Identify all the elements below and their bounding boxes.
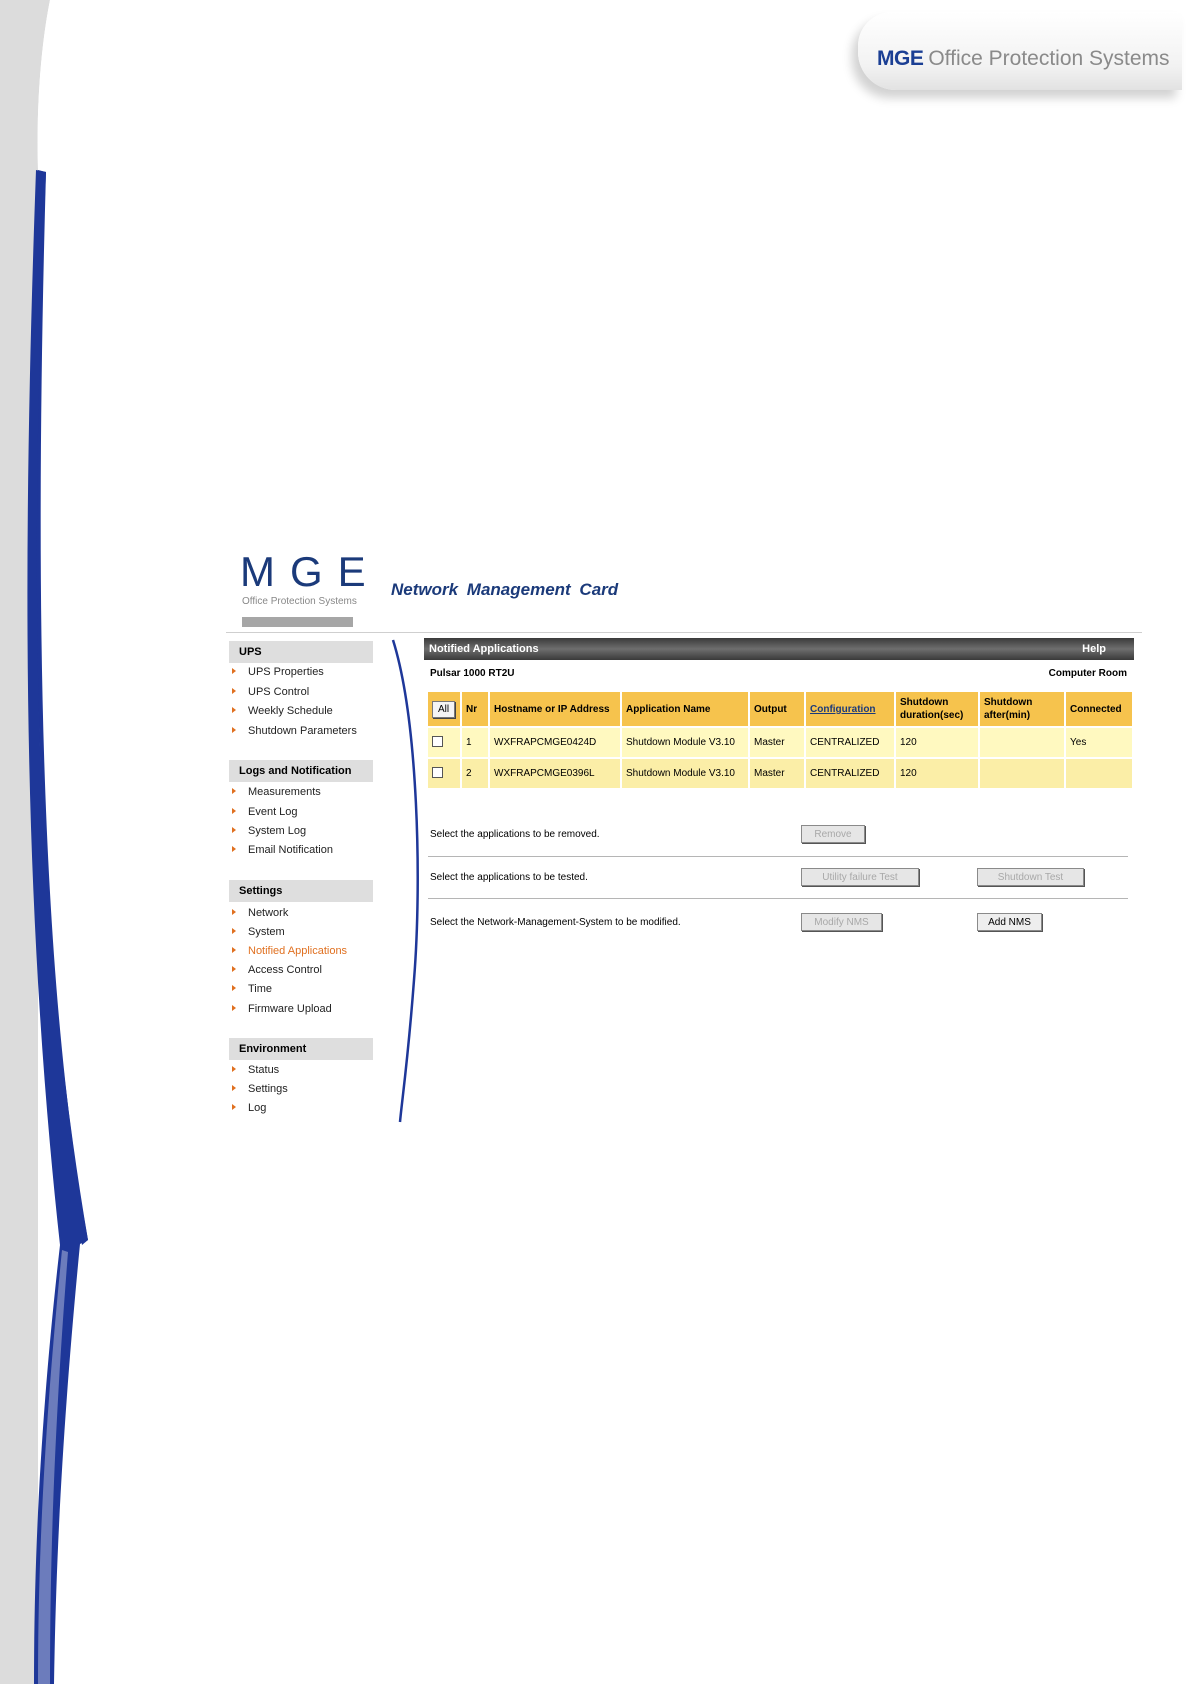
brand-logo: MGE Office Protection Systems	[877, 47, 1170, 70]
sidebar-item-measurements[interactable]: Measurements	[232, 784, 321, 800]
col-nr: Nr	[462, 692, 488, 726]
bullet-icon	[232, 707, 236, 713]
add-nms-button[interactable]: Add NMS	[977, 913, 1042, 931]
sidebar-heading-logs: Logs and Notification	[229, 760, 373, 782]
sidebar-heading-settings: Settings	[229, 880, 373, 902]
remove-button[interactable]: Remove	[801, 825, 865, 843]
sidebar-item-email-notification[interactable]: Email Notification	[232, 842, 333, 858]
bullet-icon	[232, 909, 236, 915]
sidebar-item-notified-applications[interactable]: Notified Applications	[232, 943, 347, 959]
bullet-icon	[232, 808, 236, 814]
cell-duration: 120	[896, 728, 978, 757]
sidebar-item-ups-control[interactable]: UPS Control	[232, 684, 309, 700]
sidebar-item-env-log[interactable]: Log	[232, 1100, 266, 1116]
bullet-icon	[232, 727, 236, 733]
modify-nms-button[interactable]: Modify NMS	[801, 913, 882, 931]
col-connected: Connected	[1066, 692, 1132, 726]
row-checkbox[interactable]	[432, 767, 443, 778]
page-title: Network Management Card	[391, 580, 619, 599]
actions-divider	[428, 856, 1128, 857]
cell-output: Master	[750, 759, 804, 788]
cell-app: Shutdown Module V3.10	[622, 759, 748, 788]
sidebar-item-env-status[interactable]: Status	[232, 1062, 279, 1078]
sidebar-item-event-log[interactable]: Event Log	[232, 804, 298, 820]
bullet-icon	[232, 985, 236, 991]
ups-model: Pulsar 1000 RT2U	[430, 668, 515, 679]
bullet-icon	[232, 668, 236, 674]
bullet-icon	[232, 688, 236, 694]
utility-failure-test-button[interactable]: Utility failure Test	[801, 868, 919, 886]
bullet-icon	[232, 928, 236, 934]
notified-applications-table	[426, 690, 1134, 790]
col-shutdown-after: Shutdown after(min)	[980, 692, 1064, 726]
bullet-icon	[232, 947, 236, 953]
sidebar-item-shutdown-parameters[interactable]: Shutdown Parameters	[232, 723, 357, 739]
col-hostname: Hostname or IP Address	[490, 692, 620, 726]
shutdown-test-button[interactable]: Shutdown Test	[977, 868, 1084, 886]
sidebar-item-time[interactable]: Time	[232, 981, 272, 997]
sidebar-item-env-settings[interactable]: Settings	[232, 1081, 288, 1097]
sidebar-item-ups-properties[interactable]: UPS Properties	[232, 664, 324, 680]
bullet-icon	[232, 1104, 236, 1110]
panel-title-bar	[424, 638, 1134, 660]
sidebar-item-system-log[interactable]: System Log	[232, 823, 306, 839]
bullet-icon	[232, 1066, 236, 1072]
test-instruction: Select the applications to be tested.	[430, 872, 588, 883]
panel-title: Notified Applications	[429, 643, 539, 655]
sidebar-item-weekly-schedule[interactable]: Weekly Schedule	[232, 703, 333, 719]
cell-nr: 1	[462, 728, 488, 757]
mge-logo-subtitle: Office Protection Systems	[242, 596, 357, 607]
cell-output: Master	[750, 728, 804, 757]
bullet-icon	[232, 966, 236, 972]
col-application-name: Application Name	[622, 692, 748, 726]
cell-duration: 120	[896, 759, 978, 788]
sidebar-item-network[interactable]: Network	[232, 905, 288, 921]
actions-divider	[428, 898, 1128, 899]
cell-config: CENTRALIZED	[806, 759, 894, 788]
bullet-icon	[232, 846, 236, 852]
table-header-row	[428, 692, 1132, 726]
sidebar-item-system[interactable]: System	[232, 924, 285, 940]
remove-instruction: Select the applications to be removed.	[430, 829, 600, 840]
col-configuration[interactable]: Configuration	[806, 692, 894, 726]
ups-location: Computer Room	[1048, 668, 1127, 679]
mge-logo: MGE	[240, 548, 381, 595]
col-output: Output	[750, 692, 804, 726]
select-all-button[interactable]: All	[432, 701, 455, 718]
sidebar-heading-ups: UPS	[229, 641, 373, 663]
sidebar-item-access-control[interactable]: Access Control	[232, 962, 322, 978]
cell-config: CENTRALIZED	[806, 728, 894, 757]
sidebar-heading-environment: Environment	[229, 1038, 373, 1060]
cell-connected	[1066, 759, 1132, 788]
sidebar-item-firmware-upload[interactable]: Firmware Upload	[232, 1001, 332, 1017]
cell-host: WXFRAPCMGE0396L	[490, 759, 620, 788]
cell-nr: 2	[462, 759, 488, 788]
bullet-icon	[232, 1005, 236, 1011]
cell-app: Shutdown Module V3.10	[622, 728, 748, 757]
nms-instruction: Select the Network-Management-System to be modified.	[430, 917, 681, 928]
cell-host: WXFRAPCMGE0424D	[490, 728, 620, 757]
header-divider	[226, 632, 1142, 633]
bullet-icon	[232, 1085, 236, 1091]
table-row	[428, 728, 1132, 757]
help-link[interactable]: Help	[1082, 643, 1106, 655]
bullet-icon	[232, 788, 236, 794]
logo-underline-bar	[242, 617, 353, 627]
row-checkbox[interactable]	[432, 736, 443, 747]
cell-after	[980, 759, 1064, 788]
col-shutdown-duration: Shutdown duration(sec)	[896, 692, 978, 726]
cell-connected: Yes	[1066, 728, 1132, 757]
bullet-icon	[232, 827, 236, 833]
cell-after	[980, 728, 1064, 757]
table-row	[428, 759, 1132, 788]
